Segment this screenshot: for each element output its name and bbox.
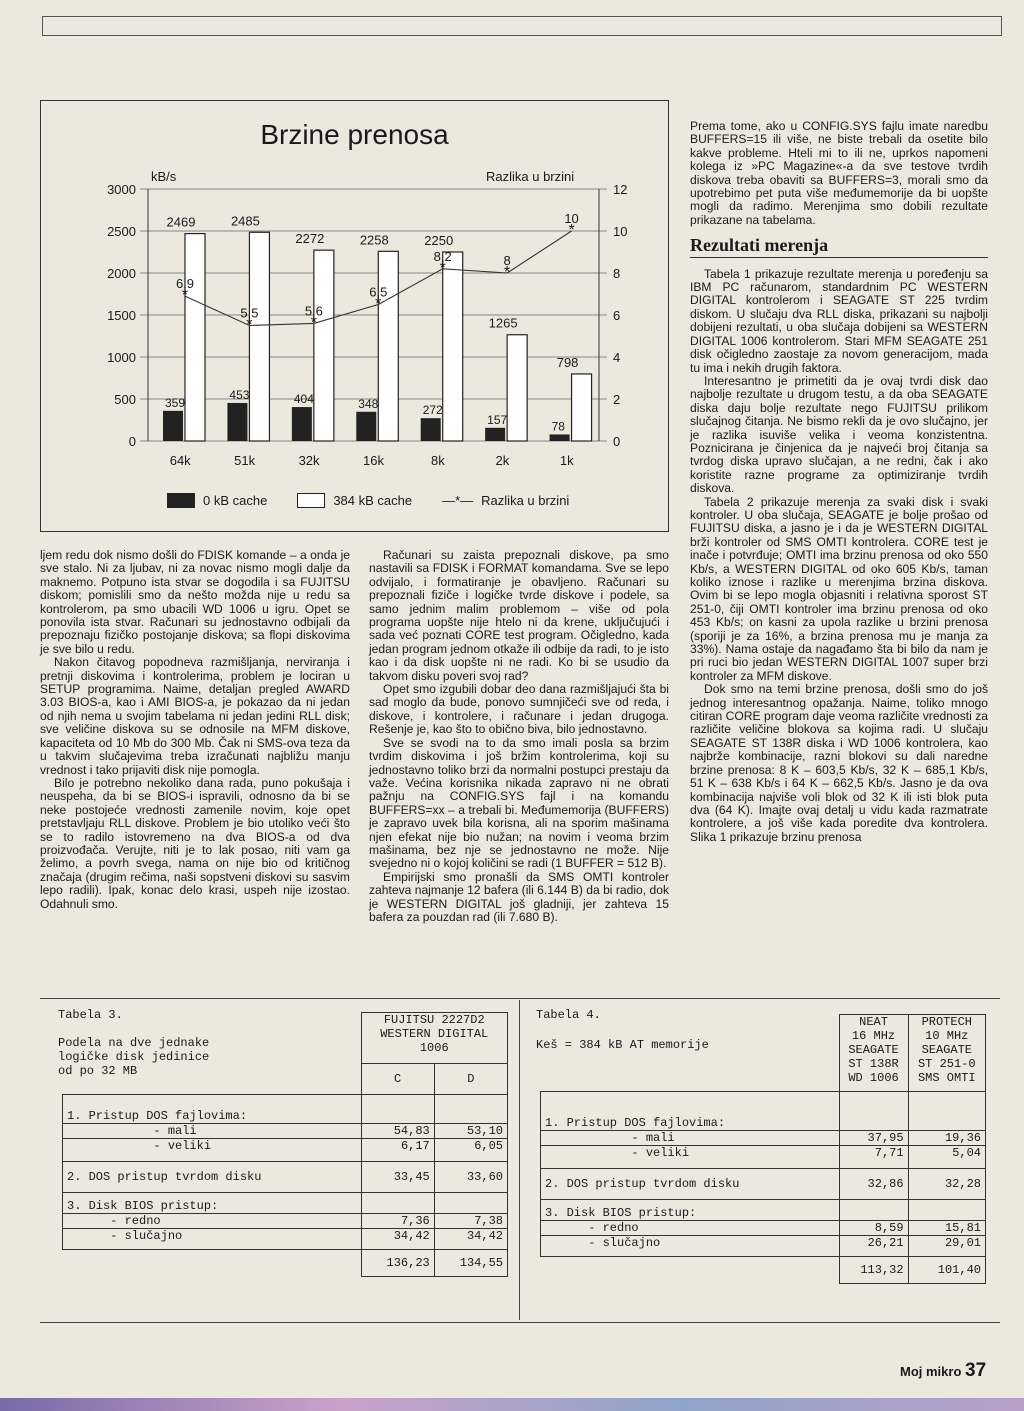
table4-header-protech: PROTECH 10 MHz SEAGATE ST 251-0 SMS OMTI — [908, 1015, 985, 1092]
y-tick-label: 3000 — [107, 182, 136, 197]
table-row-label: 1. Pristup DOS fajlovima: — [541, 1092, 840, 1131]
table-row-label: 2. DOS pristup tvrdom disku — [63, 1162, 362, 1193]
table3-header: FUJITSU 2227D2 WESTERN DIGITAL 1006 — [361, 1013, 508, 1064]
bar-384kb-cache — [249, 232, 269, 441]
table3-col-d: D — [434, 1064, 507, 1095]
y-tick-label: 1500 — [107, 308, 136, 323]
table-row-label: - veliki — [541, 1146, 840, 1169]
tables-vertical-divider — [519, 1000, 520, 1320]
y2-tick-label: 6 — [613, 308, 621, 323]
paragraph: Tabela 1 prikazuje rezultate merenja u poređenju sa IBM PC računarom, standardnim PC WESTERN DIGITAL kontrolerom i SEAGATE ST 225 tvrdim diskom. U slučaju dva RLL diska, prikazani su najbolji dobijeni rezultati, u oba slučaja dobijeni sa WESTERN DIGITAL 1006 kontrolerom. Stari MFM SEAGATE 251 disk očigledno zaostaje za novom generacijom, mada tu ima i nekih drugih faktora. — [690, 266, 988, 375]
transfer-speed-chart — [40, 100, 669, 532]
y-tick-label: 2500 — [107, 224, 136, 239]
table-row-label: - redno — [63, 1214, 362, 1229]
bar-value-label: 404 — [293, 392, 314, 407]
diff-value-label: 5,6 — [304, 303, 323, 319]
bar-384kb-cache — [185, 234, 205, 441]
diff-point-marker: * — [246, 316, 253, 334]
y2-tick-label: 4 — [613, 350, 621, 365]
table4-header-neat: NEAT 16 MHz SEAGATE ST 138R WD 1006 — [839, 1015, 908, 1092]
bar-value-label: 2469 — [166, 214, 196, 230]
x-tick-label: 32k — [298, 453, 320, 468]
bar-0kb-cache — [227, 403, 247, 441]
bar-0kb-cache — [163, 411, 183, 441]
bar-value-label: 272 — [422, 403, 443, 418]
paragraph: Interesantno je primetiti da je ovaj tvrdi disk dao najbolje rezultate u drugom testu, a da oba SEAGATE diska daju bolje rezultate nego FUJITSU prilikom slučajnog čitanja. Ne bismo rekli da je ovo slučajno, jer je razlika isuviše velika i veoma konzistentna. Poznicirana je činjenica da je najveći broj čitanja sa tvrdog diska upravo slučajan, a ne redni, čak i ako koristite razne programe za optimiziranje tvrdih diskova. — [690, 373, 988, 496]
paragraph: Bilo je potrebno nekoliko dana rada, puno pokušaja i neuspeha, da bi se BIOS-i ispravili, odnosno da bi se neke postojeće vrednosti zamenile novim, koje opet pretstavljaju RLL diskove. Problem je bio utoliko veći što se to radilo istovremeno na dva BIOS-a od dva proizvođača. Verujte, niti je to lak posao, niti vam ga želimo, a povrh svega, nama on nije bio od kritičnog značaja (drugim rečima, naši sopstveni diskovi su sasvim lepo radili). Ipak, konac delo krasi, uspeh nije izostao. Odahnuli smo. — [40, 775, 350, 911]
x-tick-label: 16k — [363, 453, 384, 468]
table-row-label: 3. Disk BIOS pristup: — [541, 1200, 840, 1221]
x-tick-label: 51k — [234, 453, 256, 468]
y-tick-label: 2000 — [107, 266, 136, 281]
text-column-3 — [690, 120, 988, 844]
chart-canvas — [41, 101, 668, 531]
paragraph: Računari su zaista prepoznali diskove, pa smo nastavili sa FDISK i FORMAT komandama. Sve se lepo odvijalo, i formatiranje je obavljeno. Računari su prepoznali fiziče i logičke tvrde diskove i podele, sa samo jednim malim problemom – više od pola programa uopšte nije htelo ni da krene, uključujući i sada već poznati CORE test program. Očigledno, kada jedan program jednom otkaže ili odbije da radi, to je isto kao i da disk uopšte ni ne radi. Ko bi se usudio da takvom disku poveri svoj rad? — [369, 548, 669, 683]
legend-swatch-0kb — [167, 493, 195, 508]
bar-384kb-cache — [378, 251, 398, 441]
legend-label-diff: Razlika u brzini — [481, 493, 570, 508]
chart-y-label: kB/s — [151, 169, 177, 184]
paragraph: Nakon čitavog popodneva razmišljanja, nerviranja i pretnji diskovima i kontrolerima, problem je lociran u SETUP programima. Naime, detaljan pregled AWARD 3.03 BIOS-a, kao i AMI BIOS-a, je pokazao da ni jedan od njih nema u svojim tabelama ni jedan jedini RLL disk; sve veličine diskova su se odnosile na MFM diskove, kapaciteta od 10 Mb do 300 Mb. Čak ni SMS-ova teza da u takvim slučajevima treba izračunati najbližu manju vrednost i tako prijaviti disk nije pomogla. — [40, 655, 350, 777]
bar-value-label: 157 — [487, 412, 508, 427]
bar-value-label: 798 — [556, 354, 579, 370]
bar-384kb-cache — [314, 250, 334, 441]
diff-point-marker: * — [504, 264, 511, 281]
diff-value-label: 10 — [564, 211, 579, 226]
magazine-name: Moj mikro — [900, 1364, 962, 1379]
diff-value-label: 8,2 — [433, 248, 452, 264]
bar-384kb-cache — [572, 374, 592, 441]
legend-swatch-384kb — [297, 493, 325, 508]
paragraph: Opet smo izgubili dobar deo dana razmišljajući šta bi sad moglo da bude, ponovo sumnjičeći sve od reda, i diskove, i kontrolere, i računare i jedan drugoga. Rešenje je, kao što to obično biva, bilo jednostavno. — [369, 682, 669, 737]
bar-value-label: 2258 — [359, 232, 389, 248]
bar-value-label: 2485 — [230, 213, 260, 229]
diff-value-label: 5,5 — [240, 305, 259, 321]
chart-y2-label: Razlika u brzini — [486, 169, 575, 184]
table3-label: Tabela 3. — [58, 1008, 123, 1022]
top-frame — [42, 16, 1002, 36]
table-row-label: 3. Disk BIOS pristup: — [63, 1193, 362, 1214]
y-tick-label: 500 — [114, 392, 136, 407]
text-column-1 — [40, 549, 350, 911]
table4-description: Keš = 384 kB AT memorije — [536, 1038, 709, 1052]
bar-value-label: 1265 — [488, 315, 518, 331]
table3-total-d: 134,55 — [434, 1250, 507, 1277]
text-column-2 — [369, 549, 669, 924]
table-row-label: - slučajno — [541, 1236, 840, 1257]
table3-col-c: C — [361, 1064, 434, 1095]
bar-0kb-cache — [356, 412, 376, 441]
x-tick-label: 8k — [431, 453, 445, 468]
y2-tick-label: 8 — [613, 266, 621, 281]
diff-point-marker: * — [375, 295, 382, 313]
bar-0kb-cache — [421, 418, 441, 441]
section-heading: Rezultati merenja — [690, 239, 988, 257]
page-footer — [900, 1360, 986, 1382]
chart-legend — [167, 493, 637, 508]
bar-384kb-cache — [507, 335, 527, 441]
table4: NEAT 16 MHz SEAGATE ST 138R WD 1006 PROTECH 10 MHz SEAGATE ST 251-0 SMS OMTI 1. Pristup DOS fajlovima: - mali 37,95 19,36 - veliki 7,71 5,04 2. DOS pristup tvrdom disku 32,86 32,28 3. Disk BIOS pristup: - redno 8,59 15,81 - slučajno 26,21 29,01 113,32 101,40 — [540, 1014, 986, 1284]
diff-point-marker: * — [181, 287, 189, 305]
table-row-label: - redno — [541, 1221, 840, 1236]
paragraph: Prema tome, ako u CONFIG.SYS fajlu imate naredbu BUFFERS=15 ili više, ne biste trebali da osetite bilo kakve probleme. Hteli mi to ili ne, uprkos napomeni kolega iz »PC Magazine«-a da sve testove tvrdih diskova treba obaviti sa BUFFERS=3, morali smo da upotrebimo pet puta više međumemorije da bi uopšte mogli da radimo. Merenjima smo dobili rezultate prikazane na tabelama. — [690, 119, 988, 227]
legend-label-384kb: 384 kB cache — [333, 493, 413, 508]
chart-title: Brzine prenosa — [260, 119, 449, 150]
paragraph: Sve se svodi na to da smo imali posla sa brzim tvrdim diskovima i još bržim kontrolerima, koji su jednostavno toliko brzi da normalni postupci prestaju da važe. Većina korisnika nikada zapravo ni ne obrati pažnju na CONFIG.SYS fajl i na komandu BUFFERS=xx – a trebali bi. Međumemorija (BUFFERS) je zapravo uvek bila korisna, ali na sporim mašinama njen efekat nije bio nužan; na novim i veoma brzim mašinama, bez nje se jednostavno ne može. Nije svejedno ni o kojoj količini se radi (1 BUFFER = 512 B). — [369, 735, 669, 871]
y2-tick-label: 0 — [613, 434, 621, 449]
diff-point-marker: * — [439, 259, 446, 277]
x-tick-label: 2k — [495, 453, 510, 468]
bar-value-label: 359 — [165, 395, 186, 410]
diff-value-label: 6,5 — [369, 284, 388, 300]
bar-0kb-cache — [292, 407, 312, 441]
table-row-label: - mali — [63, 1124, 362, 1139]
page-number: 37 — [965, 1360, 987, 1381]
table-row-label: 2. DOS pristup tvrdom disku — [541, 1169, 840, 1200]
y-tick-label: 0 — [128, 434, 136, 449]
paragraph: Tabela 2 prikazuje merenja za svaki disk i svaki kontroler. U oba slučaja, SEAGATE je bolje prošao od FUJITSU diska, a jasno je i da je WESTERN DIGITAL brži kontroler od SMS OMTI kontrolera. CORE test je inače i potvrđuje; OMTI ima brzinu prenosa od oko 550 Kb/s, a WESTERN DIGITAL od oko 605 Kb/s, taman koliko iznose i razlike u merenjima brzina diskova. Ovim bi se lepo mogla objasniti i relativna sporost ST 251-0, čiji OMTI kontroler ima brzinu prenosa od oko 453 Kb/s; on kasni za upola razlike u brzini prenosa (sporiji je za 16%, a brzina prenosa mu je manja za 33%). Nama ostaje da nagađamo šta bi bilo da nam je pri ruci bio jedan WESTERN DIGITAL 1007 super brzi kontroler za MFM diskove. — [690, 494, 988, 683]
x-tick-label: 1k — [559, 453, 574, 468]
bar-384kb-cache — [443, 252, 463, 441]
table-row-label: - slučajno — [63, 1229, 362, 1250]
table-row-label: 1. Pristup DOS fajlovima: — [63, 1095, 362, 1124]
tables-divider — [40, 998, 1000, 999]
legend-label-0kb: 0 kB cache — [203, 493, 268, 508]
table-row-label: - mali — [541, 1131, 840, 1146]
paragraph: ljem redu dok nismo došli do FDISK komande – a onda je sve stalo. Ni za ljubav, ni za novac nismo mogli dalje da maknemo. Potpuno ista stvar se dogodila i sa FUJITSU diskom; pomislili smo da nešto možda nije u redu sa kontrolerom, pa smo ubacili WD 1006 u igru. Opet se ponovila ista stvar. Računari su jednostavno odbijali da prepoznaju fizičko postojanje diskova; sa flopi diskovima je sve bilo u redu. — [40, 548, 350, 656]
bar-value-label: 78 — [551, 419, 565, 434]
x-tick-label: 64k — [169, 453, 191, 468]
y2-tick-label: 12 — [613, 182, 628, 197]
table4-label: Tabela 4. — [536, 1008, 601, 1022]
bar-0kb-cache — [550, 434, 570, 441]
diff-point-marker: * — [310, 314, 317, 332]
y2-tick-label: 2 — [613, 392, 621, 407]
bar-value-label: 2250 — [424, 233, 454, 248]
legend-star-icon: —*— — [442, 493, 474, 508]
table4-total-neat: 113,32 — [839, 1257, 908, 1284]
bar-value-label: 348 — [358, 396, 379, 411]
scan-edge — [0, 1398, 1024, 1411]
diff-value-label: 8 — [503, 253, 511, 268]
bar-value-label: 2272 — [295, 231, 325, 247]
paragraph: Dok smo na temi brzine prenosa, došli smo do još jednog interesantnog opažanja. Naime, toliko mnogo citiran CORE program daje veoma različite vrednosti za različite veličine blokova sa kojima radi. U slučaju SEAGATE ST 138R diska i WD 1006 kontrolera, kao najbrže kombinacije, razni blokovi su dali naredne brzine prenosa: 8 K – 603,5 Kb/s, 32 K – 685,1 Kb/s, 51 K – 638 Kb/s i 64 K – 662,5 Kb/s. Jasno je da ova kombinacija najviše voli blok od 32 K ili isti blok puta dva (64 K). Imajte ovaj detalj u vidu kada razmatrate kontrolere, a još više kada poredite dva kontrolera. Slika 1 prikazuje brzinu prenosa — [690, 682, 988, 844]
bar-value-label: 453 — [229, 387, 250, 402]
diff-value-label: 6,9 — [175, 276, 195, 292]
y-tick-label: 1000 — [107, 350, 136, 365]
table3-description: Podela na dve jednake logičke disk jedinice od po 32 MB — [58, 1036, 210, 1078]
bar-0kb-cache — [485, 428, 505, 441]
table3-total-c: 136,23 — [361, 1250, 434, 1277]
y2-tick-label: 10 — [613, 224, 628, 239]
table4-total-protech: 101,40 — [908, 1257, 985, 1284]
table3: FUJITSU 2227D2 WESTERN DIGITAL 1006 C D 1. Pristup DOS fajlovima: - mali 54,83 53,10 - veliki 6,17 6,05 2. DOS pristup tvrdom disku 33,45 33,60 3. Disk BIOS pristup: - redno 7,36 7,38 - slučajno 34,42 34,42 136,23 134,55 — [62, 1012, 508, 1277]
paragraph: Empirijski smo pronašli da SMS OMTI kontroler zahteva najmanje 12 bafera (ili 6.144 B) da bi radio, dok je WESTERN DIGITAL još gladniji, jer zahteva 15 bafera za pouzdan rad (ili 7.680 B). — [369, 869, 669, 924]
footer-rule — [40, 1322, 1000, 1323]
diff-point-marker: * — [568, 222, 575, 239]
table-row-label: - veliki — [63, 1139, 362, 1162]
